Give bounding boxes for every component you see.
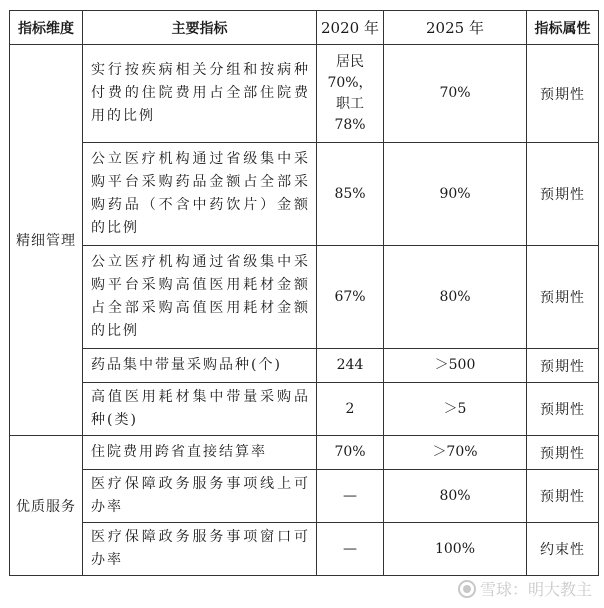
- value-2025: ＞5: [384, 383, 527, 436]
- value-2025: ＞70%: [384, 436, 527, 470]
- watermark: [458, 577, 592, 600]
- indicator-name: 药品集中带量采购品种(个): [83, 349, 317, 383]
- indicator-attribute: 预期性: [527, 143, 599, 246]
- indicator-attribute: 约束性: [527, 523, 599, 576]
- indicator-name: 医疗保障政务服务事项线上可办率: [83, 470, 317, 523]
- value-2020: 70%: [317, 436, 384, 470]
- table-row: [10, 349, 599, 383]
- table-row: [10, 383, 599, 436]
- header-row: [10, 11, 599, 45]
- value-2025: 70%: [384, 45, 527, 143]
- value-2025: 90%: [384, 143, 527, 246]
- snowball-logo-icon: [458, 580, 476, 598]
- table-row: [10, 436, 599, 470]
- indicator-name: 实行按疾病相关分组和按病种付费的住院费用占全部住院费用的比例: [83, 45, 317, 143]
- table-row: [10, 45, 599, 143]
- value-2020: 67%: [317, 246, 384, 349]
- indicator-name: 住院费用跨省直接结算率: [83, 436, 317, 470]
- indicator-attribute: 预期性: [527, 470, 599, 523]
- table-row: [10, 143, 599, 246]
- header-2025: 2025 年: [384, 11, 527, 45]
- table-row: [10, 523, 599, 576]
- group-label-quality-service: 优质服务: [10, 436, 83, 576]
- table-row: [10, 470, 599, 523]
- value-2020: 85%: [317, 143, 384, 246]
- value-2020: [317, 45, 384, 143]
- value-2020-text: 居民 70%， 职工 78%: [327, 53, 373, 133]
- value-2025: 80%: [384, 246, 527, 349]
- indicator-attribute: 预期性: [527, 45, 599, 143]
- indicator-attribute: 预期性: [527, 246, 599, 349]
- group-label-fine-management: 精细管理: [10, 45, 83, 436]
- header-attribute: 指标属性: [527, 11, 599, 45]
- header-dimension: 指标维度: [10, 11, 83, 45]
- value-2020: 2: [317, 383, 384, 436]
- indicator-table: [9, 10, 599, 576]
- header-indicator: 主要指标: [83, 11, 317, 45]
- header-2020: 2020 年: [317, 11, 384, 45]
- value-2020: —: [317, 470, 384, 523]
- indicator-attribute: 预期性: [527, 383, 599, 436]
- indicator-attribute: 预期性: [527, 436, 599, 470]
- value-2020: —: [317, 523, 384, 576]
- table-row: [10, 246, 599, 349]
- value-2025: 100%: [384, 523, 527, 576]
- value-2020: 244: [317, 349, 384, 383]
- indicator-name: 医疗保障政务服务事项窗口可办率: [83, 523, 317, 576]
- value-2025: 80%: [384, 470, 527, 523]
- indicator-name: 高值医用耗材集中带量采购品种(类): [83, 383, 317, 436]
- value-2025: ＞500: [384, 349, 527, 383]
- watermark-text: 雪球：明大教主: [479, 580, 592, 599]
- indicator-name: 公立医疗机构通过省级集中采购平台采购高值医用耗材金额占全部采购高值医用耗材金额的比例: [83, 246, 317, 349]
- indicator-attribute: 预期性: [527, 349, 599, 383]
- indicator-name: 公立医疗机构通过省级集中采购平台采购药品金额占全部采购药品（不含中药饮片）金额的比例: [83, 143, 317, 246]
